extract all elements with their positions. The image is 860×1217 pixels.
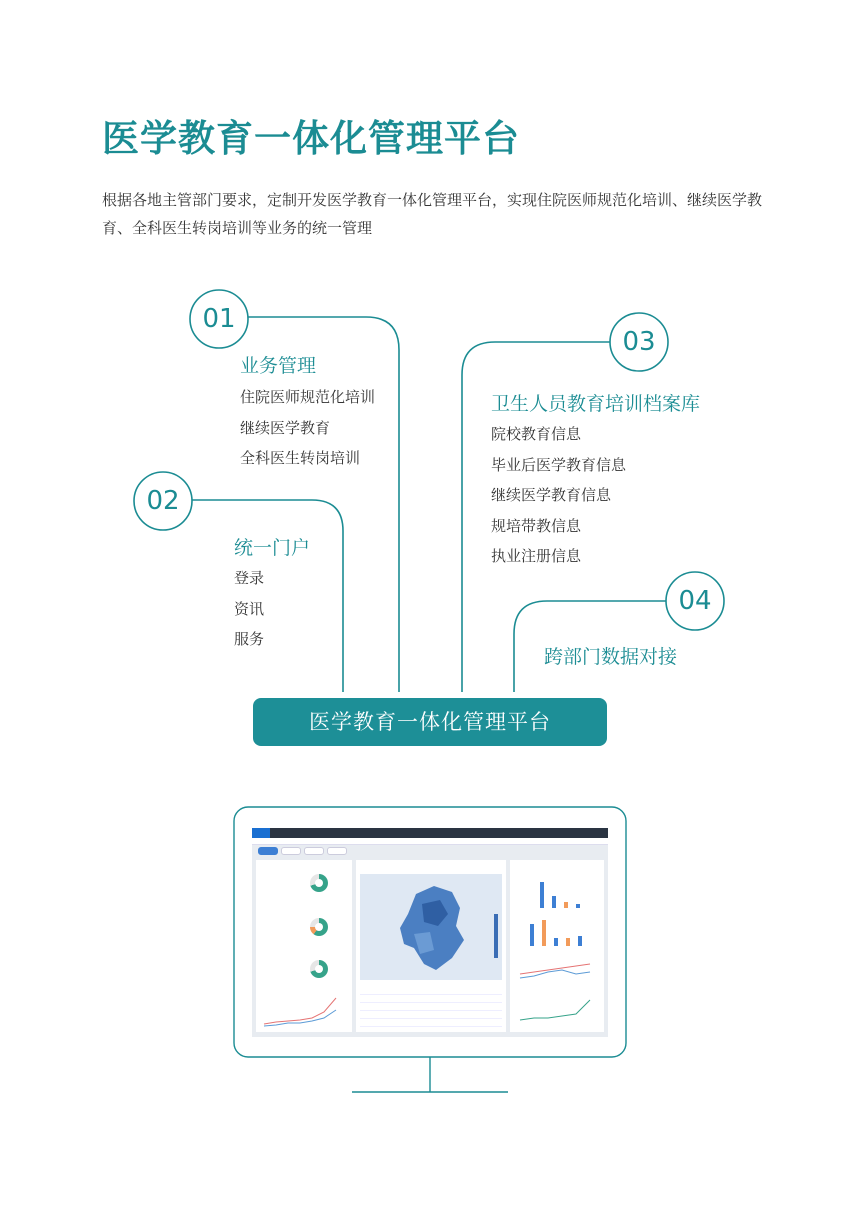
list-item: 住院医师规范化培训 xyxy=(240,388,376,406)
list-item: 执业注册信息 xyxy=(491,547,582,565)
list-item: 规培带教信息 xyxy=(491,516,582,535)
list-item: 继续医学教育 xyxy=(240,418,331,437)
dashboard-left-panel xyxy=(256,860,352,1032)
dashboard-screenshot xyxy=(252,828,608,1037)
section-list-03 xyxy=(491,419,626,572)
dashboard-map-panel xyxy=(356,860,506,1032)
list-item: 毕业后医学教育信息 xyxy=(491,455,627,474)
section-number-04: 04 xyxy=(678,586,712,616)
section-list-02 xyxy=(234,563,264,655)
list-item: 院校教育信息 xyxy=(491,425,582,443)
section-heading-04: 跨部门数据对接 xyxy=(544,646,678,668)
section-heading-02: 统一门户 xyxy=(234,537,311,559)
section-heading-03: 卫生人员教育培训档案库 xyxy=(491,393,701,415)
app-logo xyxy=(252,828,270,838)
connector-02 xyxy=(192,500,343,692)
section-number-01: 01 xyxy=(202,304,236,334)
list-item: 继续医学教育信息 xyxy=(491,486,612,504)
dashboard-tabs xyxy=(252,845,608,857)
section-number-03: 03 xyxy=(622,327,656,357)
intro-paragraph: 根据各地主管部门要求，定制开发医学教育一体化管理平台，实现住院医师规范化培训、继续医学教育、全科医生转岗培训等业务的统一管理 xyxy=(102,191,763,237)
dashboard-right-panel xyxy=(510,860,604,1032)
section-list-01 xyxy=(240,382,375,474)
list-item: 服务 xyxy=(234,630,265,648)
page-title: 医学教育一体化管理平台 xyxy=(102,117,520,160)
section-heading-01: 业务管理 xyxy=(240,355,317,377)
platform-banner: 医学教育一体化管理平台 xyxy=(253,698,607,746)
list-item: 资讯 xyxy=(234,599,265,618)
list-item: 全科医生转岗培训 xyxy=(240,449,361,467)
list-item: 登录 xyxy=(234,569,265,587)
section-number-02: 02 xyxy=(146,486,180,516)
